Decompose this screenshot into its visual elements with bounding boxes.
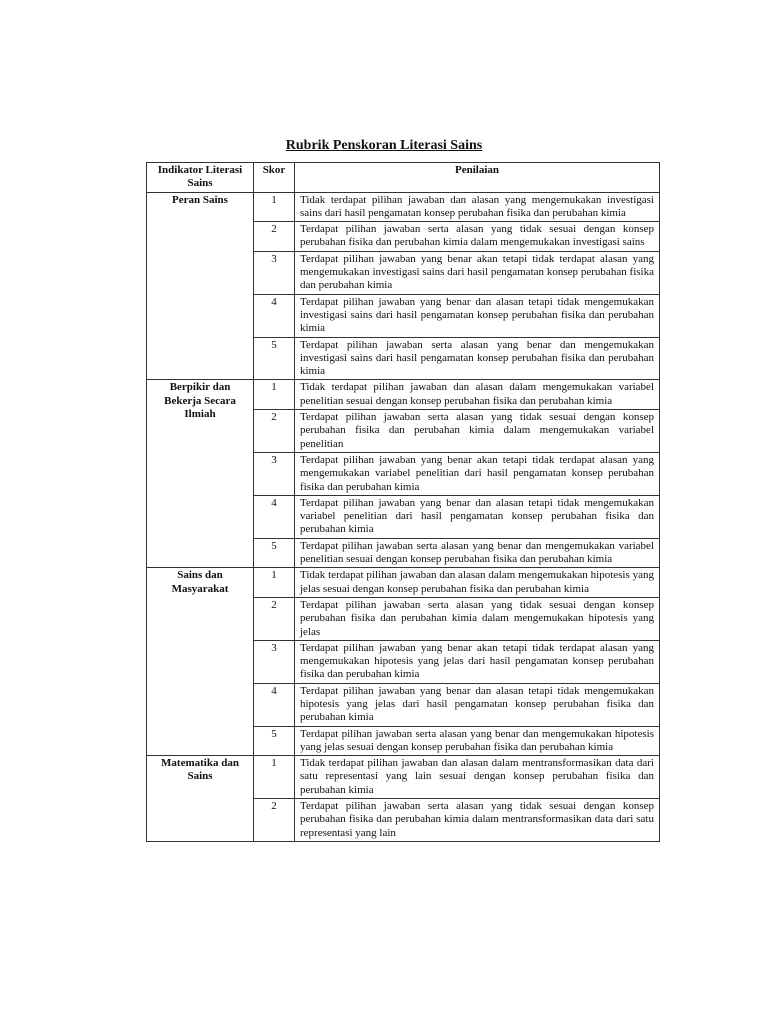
header-penilaian: Penilaian [295,163,660,193]
indikator-cell: Berpikir dan Bekerja Secara Ilmiah [147,380,254,568]
header-skor: Skor [254,163,295,193]
penilaian-cell: Terdapat pilihan jawaban serta alasan yang tidak sesuai dengan konsep perubahan fisika dan perubahan kimia dalam mengemukakan variabel penelitian [295,410,660,453]
indikator-cell: Peran Sains [147,192,254,380]
skor-cell: 4 [254,294,295,337]
skor-cell: 3 [254,452,295,495]
table-row [147,380,660,410]
skor-cell: 2 [254,799,295,842]
penilaian-cell: Terdapat pilihan jawaban serta alasan yang tidak sesuai dengan konsep perubahan fisika dan perubahan kimia dalam mentransformasikan data dari satu representasi yang lain [295,799,660,842]
indikator-cell: Matematika dan Sains [147,756,254,842]
skor-cell: 1 [254,756,295,799]
skor-cell: 1 [254,192,295,222]
table-row [147,756,660,799]
penilaian-cell: Terdapat pilihan jawaban serta alasan yang benar dan mengemukakan hipotesis yang jelas sesuai dengan konsep perubahan fisika dan perubahan kimia [295,726,660,756]
skor-cell: 5 [254,337,295,380]
penilaian-cell: Terdapat pilihan jawaban yang benar akan tetapi tidak terdapat alasan yang mengemukakan variabel penelitian dari hasil pengamatan konsep perubahan fisika dan perubahan kimia [295,452,660,495]
penilaian-cell: Terdapat pilihan jawaban yang benar dan alasan tetapi tidak mengemukakan investigasi sains dari hasil pengamatan konsep perubahan fisika dan perubahan kimia [295,294,660,337]
penilaian-cell: Terdapat pilihan jawaban yang benar dan alasan tetapi tidak mengemukakan variabel penelitian dari hasil pengamatan konsep perubahan fisika dan perubahan kimia [295,495,660,538]
rubric-table [146,162,660,842]
header-indikator: Indikator Literasi Sains [147,163,254,193]
table-body [147,192,660,841]
table-header [147,163,660,193]
skor-cell: 3 [254,251,295,294]
table-row [147,192,660,222]
skor-cell: 1 [254,380,295,410]
penilaian-cell: Terdapat pilihan jawaban serta alasan yang tidak sesuai dengan konsep perubahan fisika dan perubahan kimia dalam mengemukakan hipotesis yang jelas [295,597,660,640]
penilaian-cell: Tidak terdapat pilihan jawaban dan alasan dalam mengemukakan variabel penelitian sesuai dengan konsep perubahan fisika dan perubahan kimia [295,380,660,410]
header-row [147,163,660,193]
penilaian-cell: Terdapat pilihan jawaban yang benar akan tetapi tidak terdapat alasan yang mengemukakan investigasi sains dari hasil pengamatan konsep perubahan fisika dan perubahan kimia [295,251,660,294]
penilaian-cell: Terdapat pilihan jawaban serta alasan yang benar dan mengemukakan investigasi sains dari hasil pengamatan konsep perubahan fisika dan perubahan kimia [295,337,660,380]
skor-cell: 4 [254,495,295,538]
table-row [147,568,660,598]
penilaian-cell: Tidak terdapat pilihan jawaban dan alasan dalam mengemukakan hipotesis yang jelas sesuai dengan konsep perubahan fisika dan perubahan kimia [295,568,660,598]
skor-cell: 1 [254,568,295,598]
skor-cell: 5 [254,538,295,568]
penilaian-cell: Terdapat pilihan jawaban yang benar dan alasan tetapi tidak mengemukakan hipotesis yang jelas dari hasil pengamatan konsep perubahan fisika dan perubahan kimia [295,683,660,726]
skor-cell: 2 [254,222,295,252]
skor-cell: 4 [254,683,295,726]
skor-cell: 2 [254,597,295,640]
skor-cell: 5 [254,726,295,756]
penilaian-cell: Terdapat pilihan jawaban serta alasan yang benar dan mengemukakan variabel penelitian sesuai dengan konsep perubahan fisika dan perubahan kimia [295,538,660,568]
penilaian-cell: Terdapat pilihan jawaban serta alasan yang tidak sesuai dengan konsep perubahan fisika dan perubahan kimia dalam mengemukakan investigasi sains [295,222,660,252]
document-title: Rubrik Penskoran Literasi Sains [285,138,483,153]
penilaian-cell: Tidak terdapat pilihan jawaban dan alasan dalam mentransformasikan data dari satu representasi yang lain sesuai dengan konsep perubahan fisika dan perubahan kimia [295,756,660,799]
penilaian-cell: Tidak terdapat pilihan jawaban dan alasan yang mengemukakan investigasi sains dari hasil pengamatan konsep perubahan fisika dan perubahan kimia [295,192,660,222]
penilaian-cell: Terdapat pilihan jawaban yang benar akan tetapi tidak terdapat alasan yang mengemukakan hipotesis yang jelas dari hasil pengamatan konsep perubahan fisika dan perubahan kimia [295,640,660,683]
skor-cell: 3 [254,640,295,683]
indikator-cell: Sains dan Masyarakat [147,568,254,756]
skor-cell: 2 [254,410,295,453]
